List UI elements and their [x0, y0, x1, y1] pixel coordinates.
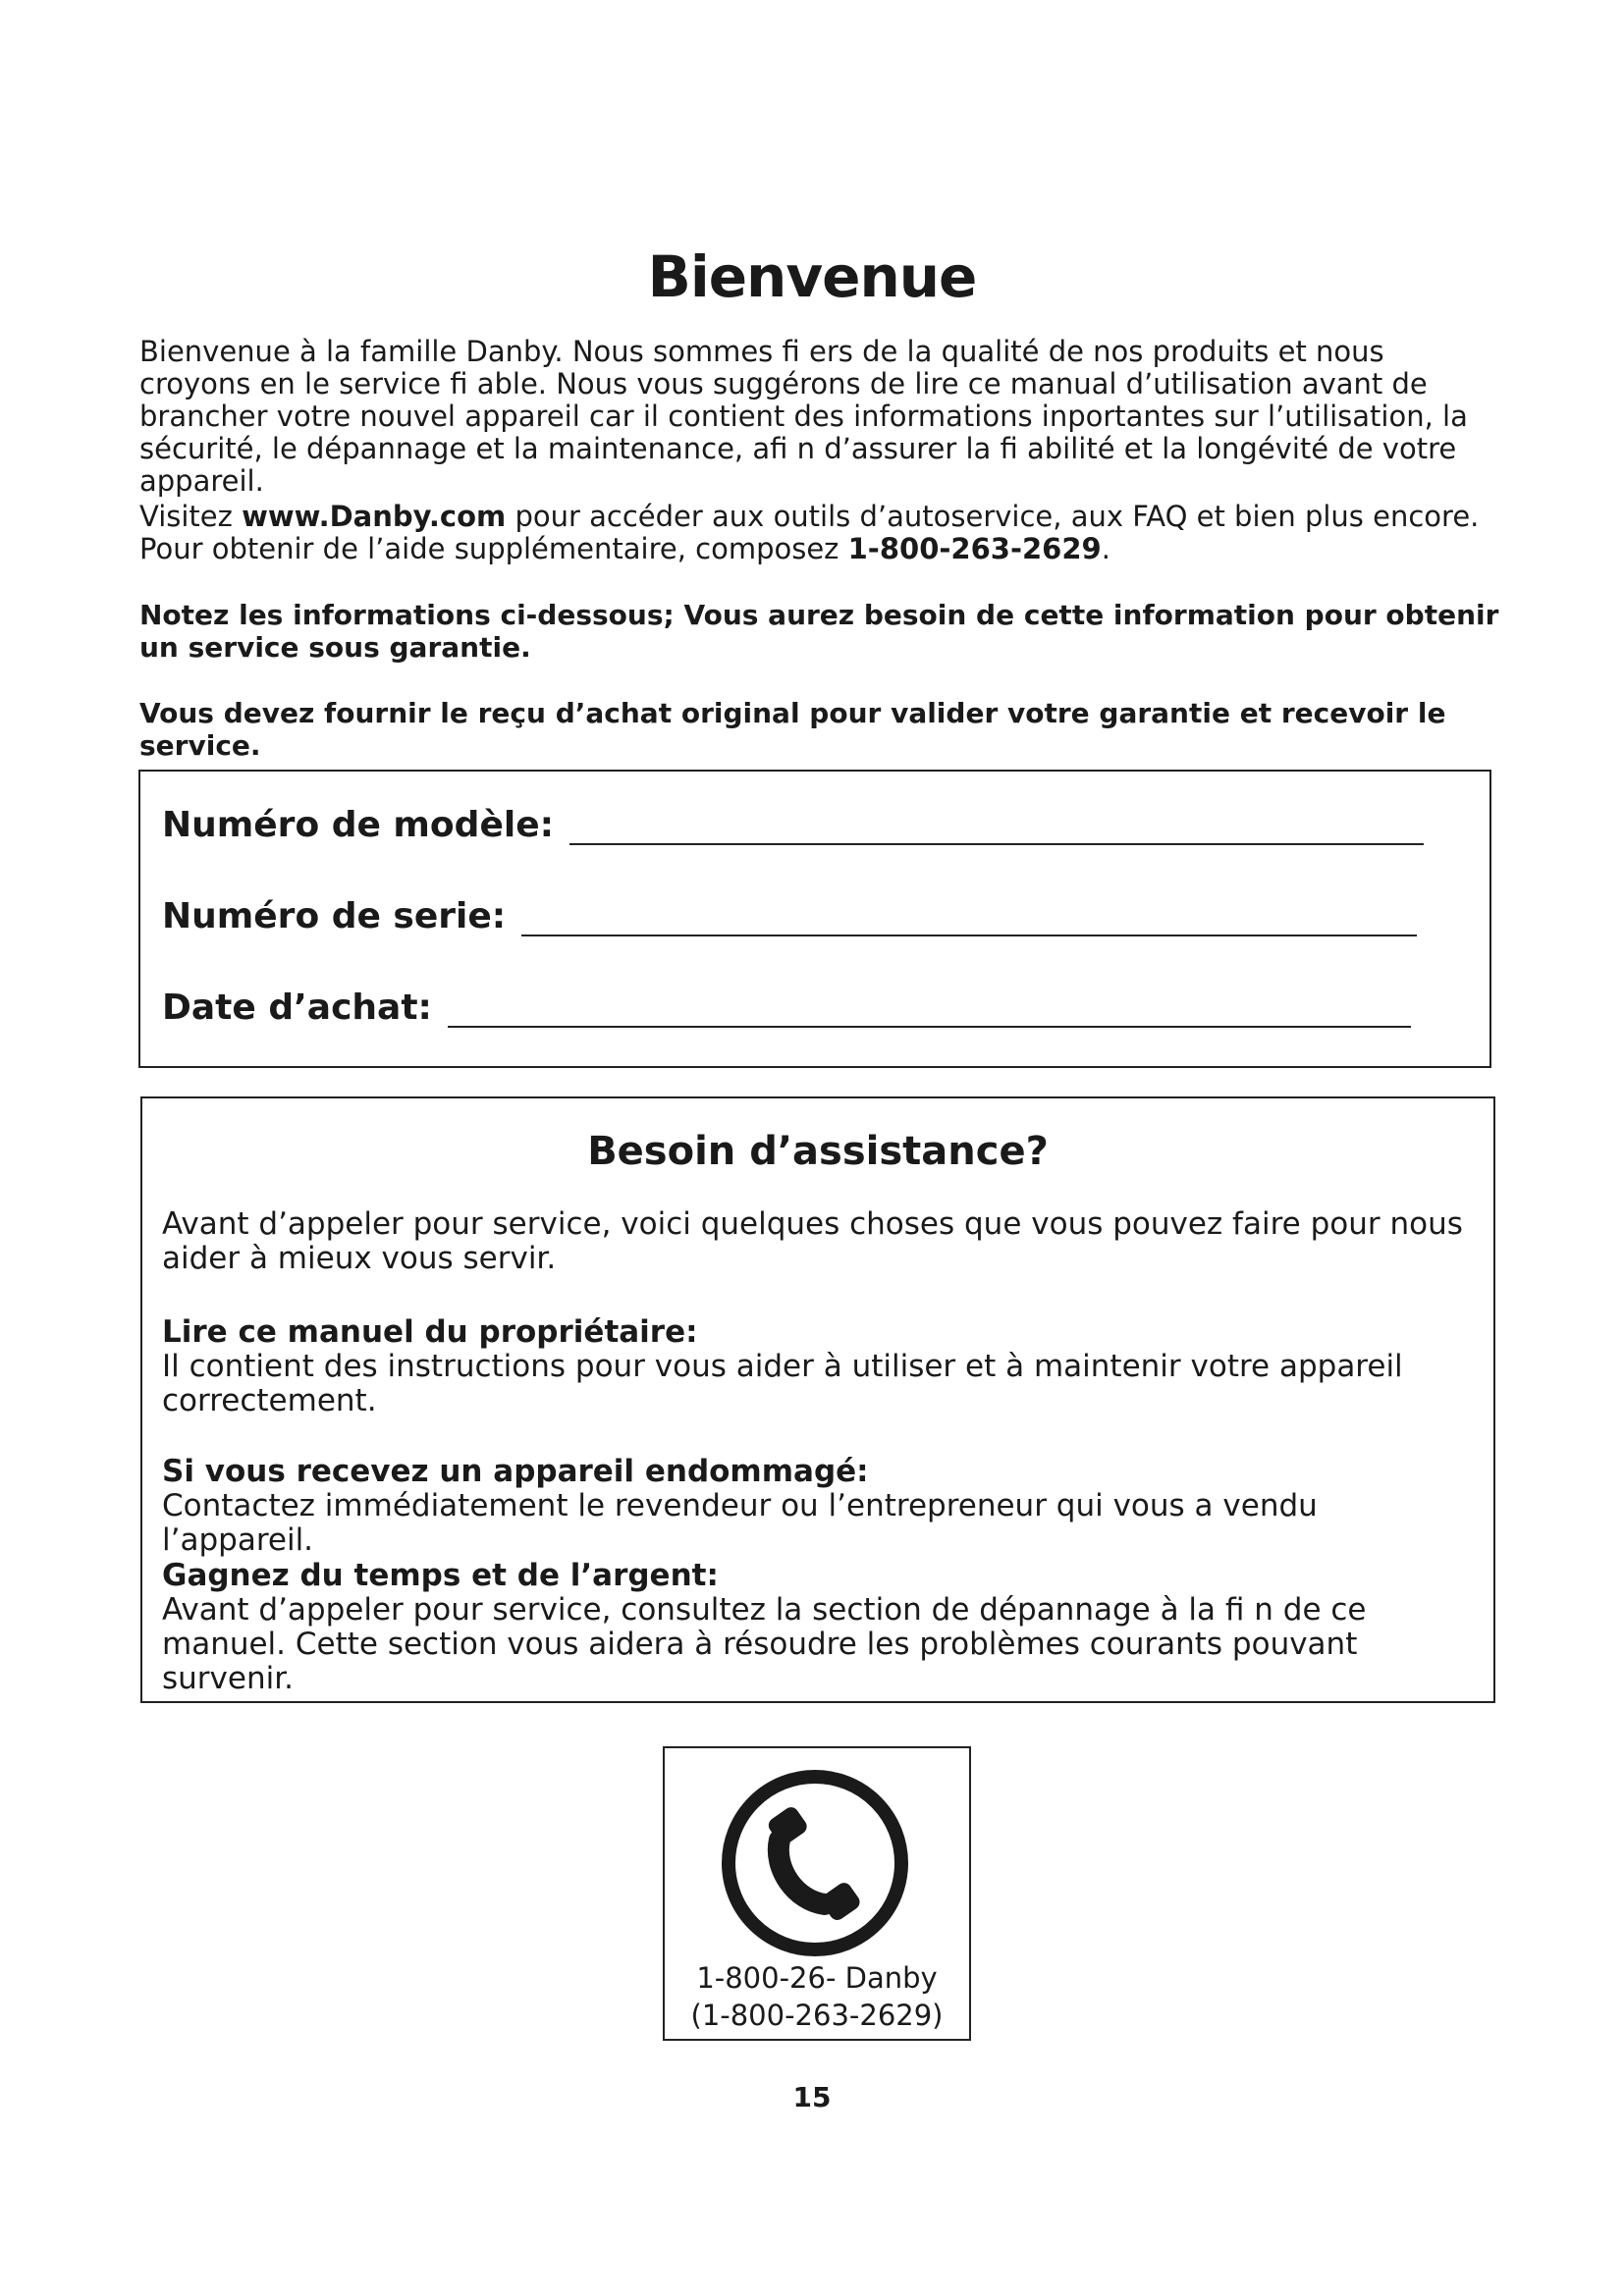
- purchase-date-blank[interactable]: [448, 996, 1411, 1028]
- serial-number-field: [162, 896, 1417, 936]
- receipt-paragraph: Vous devez fournir le reçu d’achat original pour valider votre garantie et recevoir le service.: [139, 697, 1446, 762]
- tip-damaged-appliance: [162, 1455, 1478, 1558]
- tip-save-time-text: Avant d’appeler pour service, consultez la section de dépannage à la fi n de ce manuel. Cette section vous aidera à résoudre les problèmes courants pouvant survenir.: [162, 1592, 1367, 1696]
- assistance-intro: Avant d’appeler pour service, voici quelques choses que vous pouvez faire pour nous aider à mieux vous servir.: [162, 1206, 1463, 1276]
- purchase-date-field: [162, 988, 1411, 1028]
- phone-number-digits: (1-800-263-2629): [690, 1999, 944, 2032]
- visit-end: .: [1101, 532, 1110, 565]
- tip-read-manual-text: Il contient des instructions pour vous aider à utiliser et à maintenir votre appareil correctement.: [162, 1349, 1403, 1418]
- note-paragraph: Notez les informations ci-dessous; Vous aurez besoin de cette information pour obtenir un service sous garantie.: [139, 599, 1499, 664]
- tip-damaged-heading: Si vous recevez un appareil endommagé:: [162, 1454, 869, 1489]
- intro-paragraph: Bienvenue à la famille Danby. Nous sommes fi ers de la qualité de nos produits et nous croyons en le service fi able. Nous vous suggérons de lire ce manual d’utilisation avant de brancher votre nouvel appareil car il contient des informations inportantes sur l’utilisation, la sécurité, le dépannage et la maintenance, afi n d’assurer la fi abilité et la longévité de votre appareil.: [139, 335, 1468, 498]
- tip-save-time-heading: Gagnez du temps et de l’argent:: [162, 1558, 719, 1593]
- assistance-title: Besoin d’assistance?: [587, 1129, 1049, 1174]
- phone-number-word: 1-800-26- Danby: [696, 1961, 938, 1995]
- support-phone: 1-800-263-2629: [847, 532, 1102, 565]
- tip-read-manual-heading: Lire ce manuel du propriétaire:: [162, 1314, 698, 1350]
- model-number-label: Numéro de modèle:: [162, 805, 555, 845]
- page-title: Bienvenue: [647, 243, 977, 310]
- website-link[interactable]: www.Danby.com: [242, 500, 507, 533]
- tip-save-time: [162, 1559, 1478, 1696]
- purchase-date-label: Date d’achat:: [162, 988, 432, 1028]
- model-number-field: [162, 805, 1424, 845]
- serial-number-label: Numéro de serie:: [162, 896, 507, 936]
- serial-number-blank[interactable]: [521, 905, 1417, 936]
- visit-mid: pour accéder aux outils d’autoservice, aux FAQ et bien plus encore. Pour obtenir de l’aide supplémentaire, composez: [139, 500, 1480, 565]
- model-number-blank[interactable]: [569, 814, 1424, 845]
- tip-damaged-text: Contactez immédiatement le revendeur ou l’entrepreneur qui vous a vendu l’appareil.: [162, 1488, 1318, 1558]
- phone-icon: [717, 1765, 913, 1961]
- visit-pre: Visitez: [139, 500, 243, 533]
- tip-read-manual: [162, 1315, 1478, 1418]
- visit-paragraph: [139, 501, 1504, 565]
- page-number: 15: [792, 2081, 832, 2113]
